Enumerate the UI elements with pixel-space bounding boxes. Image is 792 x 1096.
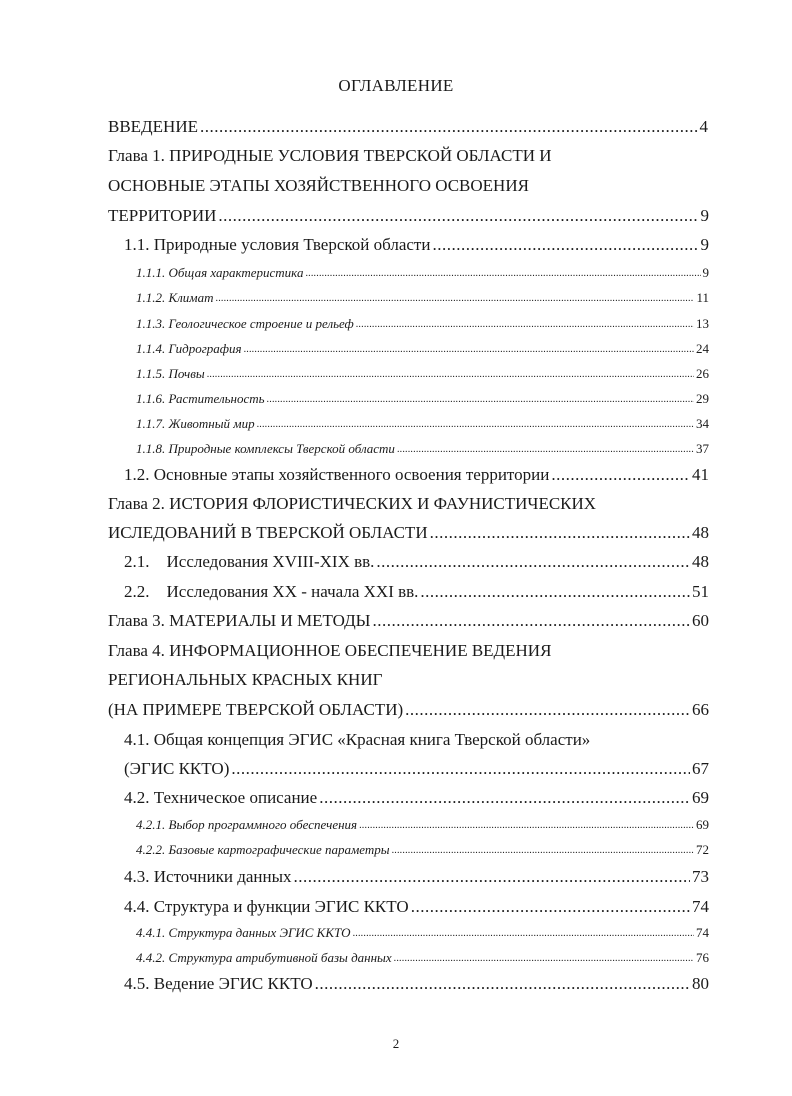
toc-entry-page: 13: [696, 316, 709, 331]
toc-entry-text: РЕГИОНАЛЬНЫХ КРАСНЫХ КНИГ: [108, 670, 383, 689]
toc-entry-text: 1.1.1. Общая характеристика: [136, 265, 304, 280]
toc-entry-text: 4.4. Структура и функции ЭГИС ККТО: [124, 897, 409, 916]
toc-entry: [108, 701, 709, 718]
toc-entry-page: 4: [699, 117, 708, 136]
toc-entry: [136, 317, 709, 330]
leader-dots: [319, 789, 690, 806]
toc-entry: [108, 177, 529, 194]
toc-entry: [136, 417, 709, 430]
leader-dots: [315, 975, 690, 992]
toc-entry-text: 1.1.5. Почвы: [136, 366, 205, 381]
leader-dots: [392, 846, 694, 856]
toc-entry: [108, 642, 551, 659]
toc-entry-text: 1.1.7. Животный мир: [136, 416, 255, 431]
toc-entry: [124, 975, 709, 992]
toc-entry-text: 1.1.6. Растительность: [136, 391, 265, 406]
leader-dots: [231, 760, 690, 777]
toc-entry-text: 4.4.1. Структура данных ЭГИС ККТО: [136, 925, 351, 940]
leader-dots: [551, 466, 690, 483]
toc-entry-page: 74: [696, 925, 709, 940]
leader-dots: [356, 320, 694, 330]
leader-dots: [200, 118, 698, 135]
toc-entry: [124, 760, 709, 777]
toc-entry-page: 66: [692, 700, 709, 719]
toc-entry: [108, 118, 708, 135]
toc-entry-page: 9: [702, 265, 709, 280]
toc-entry-text: 4.4.2. Структура атрибутивной базы данных: [136, 950, 392, 965]
leader-dots: [432, 236, 698, 253]
toc-entry: [108, 147, 552, 164]
toc-entry-page: 69: [692, 788, 709, 807]
leader-dots: [376, 553, 690, 570]
toc-entry: [136, 266, 709, 279]
toc-entry-text: ИСЛЕДОВАНИЙ В ТВЕРСКОЙ ОБЛАСТИ: [108, 523, 428, 542]
toc-entry: [124, 868, 709, 885]
leader-dots: [244, 345, 694, 355]
toc-entry-page: 72: [696, 842, 709, 857]
toc-entry-page: 69: [696, 817, 709, 832]
leader-dots: [373, 612, 691, 629]
leader-dots: [218, 207, 698, 224]
toc-entry: [136, 291, 709, 304]
page-number: 2: [392, 1036, 400, 1051]
toc-entry-page: 48: [692, 552, 709, 571]
toc-entry-text: 4.3. Источники данных: [124, 867, 292, 886]
leader-dots: [420, 583, 690, 600]
toc-entry-page: 74: [692, 897, 709, 916]
toc-entry-text: 1.2. Основные этапы хозяйственного освоения территории: [124, 465, 550, 484]
toc-entry-page: 34: [696, 416, 709, 431]
leader-dots: [257, 420, 694, 430]
toc-entry-page: 26: [696, 366, 709, 381]
toc-entry-text: (ЭГИС ККТО): [124, 759, 230, 778]
toc-entry: [124, 789, 709, 806]
leader-dots: [394, 954, 694, 964]
toc-entry-text: 1.1.8. Природные комплексы Тверской области: [136, 441, 395, 456]
toc-entry-page: 73: [692, 867, 709, 886]
leader-dots: [411, 898, 690, 915]
leader-dots: [207, 370, 694, 380]
toc-entry: [124, 466, 709, 483]
toc-entry-page: 67: [692, 759, 709, 778]
toc-entry-text: 4.2.2. Базовые картографические параметры: [136, 842, 390, 857]
leader-dots: [305, 269, 700, 279]
toc-entry-text: 1.1. Природные условия Тверской области: [124, 235, 431, 254]
leader-dots: [267, 395, 694, 405]
toc-entry-text: 4.5. Ведение ЭГИС ККТО: [124, 974, 313, 993]
leader-dots: [353, 929, 694, 939]
toc-entry: [108, 495, 596, 512]
toc-entry-text: ТЕРРИТОРИИ: [108, 206, 217, 225]
toc-entry-text: ОСНОВНЫЕ ЭТАПЫ ХОЗЯЙСТВЕННОГО ОСВОЕНИЯ: [108, 176, 529, 195]
toc-entry-text: 4.1. Общая концепция ЭГИС «Красная книга Тверской области»: [124, 730, 591, 749]
toc-entry: [124, 898, 709, 915]
toc-entry: [136, 951, 709, 964]
toc-entry-text: 1.1.4. Гидрография: [136, 341, 242, 356]
toc-entry-text: 2.2. Исследования XX - начала XXI вв.: [124, 582, 419, 601]
toc-entry-page: 9: [700, 206, 709, 225]
toc-entry-page: 24: [696, 341, 709, 356]
toc-entry-page: 60: [692, 611, 709, 630]
leader-dots: [216, 294, 695, 304]
toc-entry: [136, 392, 709, 405]
toc-entry: [136, 818, 709, 831]
toc-entry: [136, 442, 709, 455]
toc-entry: [108, 207, 709, 224]
toc-entry: [136, 367, 709, 380]
toc-entry-text: 4.2. Техническое описание: [124, 788, 318, 807]
toc-entry: [124, 236, 709, 253]
toc-entry: [136, 342, 709, 355]
leader-dots: [430, 524, 690, 541]
toc-entry-text: (НА ПРИМЕРЕ ТВЕРСКОЙ ОБЛАСТИ): [108, 700, 404, 719]
toc-entry-page: 48: [692, 523, 709, 542]
leader-dots: [405, 701, 690, 718]
toc-entry-page: 9: [700, 235, 709, 254]
toc-entry-text: 4.2.1. Выбор программного обеспечения: [136, 817, 358, 832]
toc-entry-page: 11: [696, 290, 709, 305]
toc-entry-page: 41: [692, 465, 709, 484]
toc-entry: [136, 843, 709, 856]
toc-entry-page: 51: [692, 582, 709, 601]
toc-entry: [108, 612, 709, 629]
toc-entry: [124, 731, 590, 748]
toc-entry: [108, 671, 382, 688]
toc-entry-page: 80: [692, 974, 709, 993]
leader-dots: [397, 445, 694, 455]
toc-entry-text: Глава 1. ПРИРОДНЫЕ УСЛОВИЯ ТВЕРСКОЙ ОБЛАСТИ И: [108, 146, 552, 165]
toc-entry-text: ВВЕДЕНИЕ: [108, 117, 198, 136]
toc-entry-page: 76: [696, 950, 709, 965]
toc-entry-page: 37: [696, 441, 709, 456]
toc-entry-text: Глава 4. ИНФОРМАЦИОННОЕ ОБЕСПЕЧЕНИЕ ВЕДЕНИЯ: [108, 641, 552, 660]
leader-dots: [294, 868, 690, 885]
leader-dots: [359, 821, 694, 831]
page-title: ОГЛАВЛЕНИЕ: [338, 76, 454, 95]
toc-entry-text: 2.1. Исследования XVIII-XIX вв.: [124, 552, 375, 571]
toc-entry-text: Глава 2. ИСТОРИЯ ФЛОРИСТИЧЕСКИХ И ФАУНИСТИЧЕСКИХ: [108, 494, 597, 513]
toc-entry-text: 1.1.2. Климат: [136, 290, 214, 305]
toc-entry-page: 29: [696, 391, 709, 406]
toc-entry: [108, 524, 709, 541]
toc-entry: [124, 583, 709, 600]
toc-entry: [136, 926, 709, 939]
toc-entry: [124, 553, 709, 570]
toc-entry-text: 1.1.3. Геологическое строение и рельеф: [136, 316, 354, 331]
toc-entry-text: Глава 3. МАТЕРИАЛЫ И МЕТОДЫ: [108, 611, 371, 630]
